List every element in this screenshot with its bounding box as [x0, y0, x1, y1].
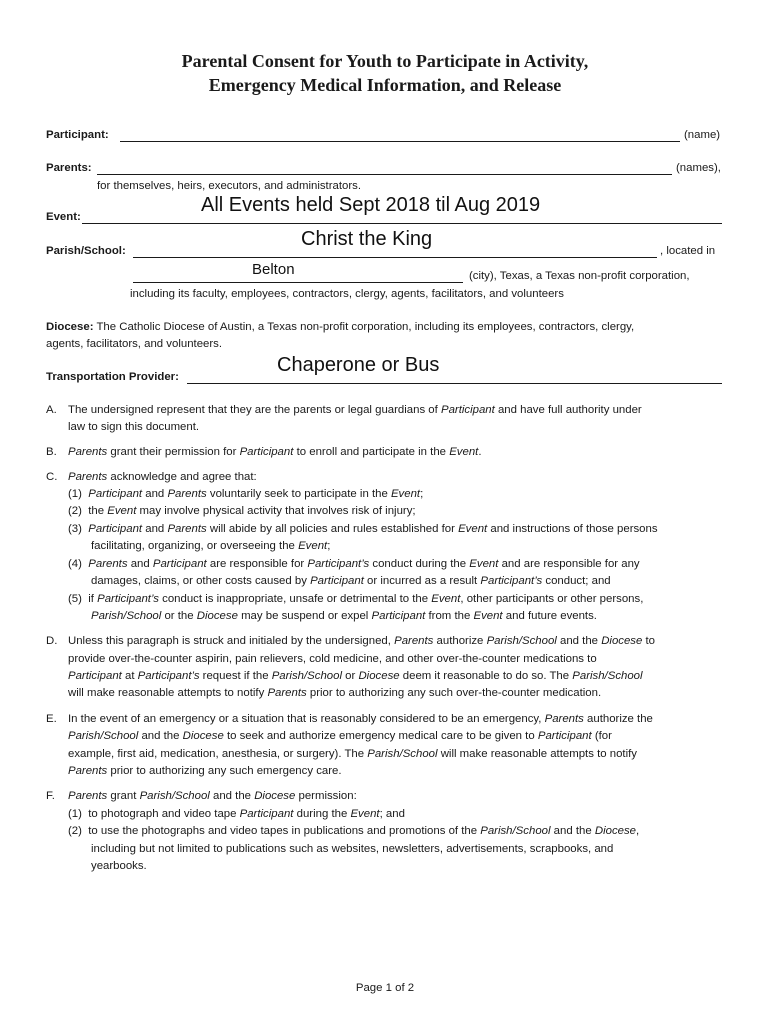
diocese-text-1: The Catholic Diocese of Austin, a Texas non-profit corporation, including its employees, contractors, clergy, — [96, 321, 635, 333]
para-c-item-3: (3) Participant and Parents will abide by all policies and rules established for Event and instructions of those persons — [68, 523, 658, 535]
para-f-item-1: (1) to photograph and video tape Participant during the Event; and — [68, 808, 405, 820]
para-c-marker: C. — [46, 471, 58, 483]
para-b-marker: B. — [46, 446, 57, 458]
para-f-item-2c: yearbooks. — [91, 860, 147, 872]
participant-suffix: (name) — [684, 129, 721, 141]
para-e-line-3: example, first aid, medication, anesthesia, or surgery). The Parish/School will make reasonable attempts to notify — [68, 748, 637, 760]
para-c-item-4: (4) Parents and Participant are responsible for Participant’s conduct during the Event and are responsible for any — [68, 558, 640, 570]
para-c-item-3b: facilitating, organizing, or overseeing the Event; — [91, 540, 331, 552]
para-a-line-2: law to sign this document. — [68, 421, 200, 433]
para-a-line-1: The undersigned represent that they are the parents or legal guardians of Participant and have full authority under — [68, 404, 642, 416]
parish-suffix: , located in — [660, 245, 716, 257]
para-d-line-3: Participant at Participant’s request if the Parish/School or Diocese deem it reasonable to do so. The Parish/School — [68, 670, 643, 682]
page-number: Page 1 of 2 — [355, 982, 415, 994]
diocese-label: Diocese: — [46, 321, 94, 333]
transport-field[interactable] — [187, 383, 722, 384]
parish-label: Parish/School: — [46, 245, 126, 257]
title-line-2: Emergency Medical Information, and Release — [208, 75, 562, 95]
diocese-line-1 — [46, 319, 634, 336]
para-e-line-2: Parish/School and the Diocese to seek and authorize emergency medical care to be given to Participant (for — [68, 730, 612, 742]
para-c-item-4b: damages, claims, or other costs caused by Participant or incurred as a result Participant’s conduct; and — [91, 575, 611, 587]
event-label: Event: — [46, 211, 81, 223]
para-d-line-2: provide over-the-counter aspirin, pain relievers, cold medicine, and other over-the-counter medications to — [68, 653, 597, 665]
participant-label: Participant: — [46, 129, 109, 141]
city-suffix: (city), Texas, a Texas non-profit corporation, — [469, 270, 690, 282]
diocese-line-2: agents, facilitators, and volunteers. — [46, 338, 223, 350]
para-c-item-5: (5) if Participant’s conduct is inappropriate, unsafe or detrimental to the Event, other participants or other persons, — [68, 593, 644, 605]
para-c-item-2: (2) the Event may involve physical activity that involves risk of injury; — [68, 505, 416, 517]
transport-value: Chaperone or Bus — [277, 354, 440, 376]
parents-note: for themselves, heirs, executors, and administrators. — [97, 180, 361, 192]
para-d-line-4: will make reasonable attempts to notify Parents prior to authorizing any such over-the-counter medication. — [68, 687, 602, 699]
para-e-marker: E. — [46, 713, 57, 725]
parents-label: Parents: — [46, 162, 92, 174]
para-c-item-5b: Parish/School or the Diocese may be suspend or expel Participant from the Event and future events. — [91, 610, 597, 622]
para-f-marker: F. — [46, 790, 55, 802]
para-f-item-2b: including but not limited to publications such as websites, newsletters, advertisements, scrapbooks, and — [91, 843, 614, 855]
para-c-line-1: Parents acknowledge and agree that: — [68, 471, 257, 483]
participant-field[interactable] — [120, 141, 680, 142]
para-a-marker: A. — [46, 404, 57, 416]
para-d-marker: D. — [46, 635, 58, 647]
title-line-1: Parental Consent for Youth to Participate in Activity, — [181, 51, 589, 71]
para-d-line-1: Unless this paragraph is struck and initialed by the undersigned, Parents authorize Parish/School and the Diocese to — [68, 635, 656, 647]
parents-field[interactable] — [97, 174, 672, 175]
event-value: All Events held Sept 2018 til Aug 2019 — [201, 194, 541, 216]
parish-note: including its faculty, employees, contractors, clergy, agents, facilitators, and volunteers — [130, 288, 564, 300]
para-f-line-1: Parents grant Parish/School and the Diocese permission: — [68, 790, 357, 802]
city-field[interactable] — [133, 282, 463, 283]
para-e-line-4: Parents prior to authorizing any such emergency care. — [68, 765, 342, 777]
transport-label: Transportation Provider: — [46, 371, 179, 383]
event-field[interactable] — [82, 223, 722, 224]
parish-value: Christ the King — [301, 228, 433, 250]
city-value: Belton — [252, 261, 295, 278]
parish-field[interactable] — [133, 257, 657, 258]
para-b-line-1: Parents grant their permission for Participant to enroll and participate in the Event. — [68, 446, 482, 458]
para-e-line-1: In the event of an emergency or a situation that is reasonably considered to be an emergency, Parents authorize the — [68, 713, 653, 725]
parents-suffix: (names), — [676, 162, 721, 174]
para-c-item-1: (1) Participant and Parents voluntarily seek to participate in the Event; — [68, 488, 424, 500]
para-f-item-2: (2) to use the photographs and video tapes in publications and promotions of the Parish/School and the Diocese, — [68, 825, 640, 837]
